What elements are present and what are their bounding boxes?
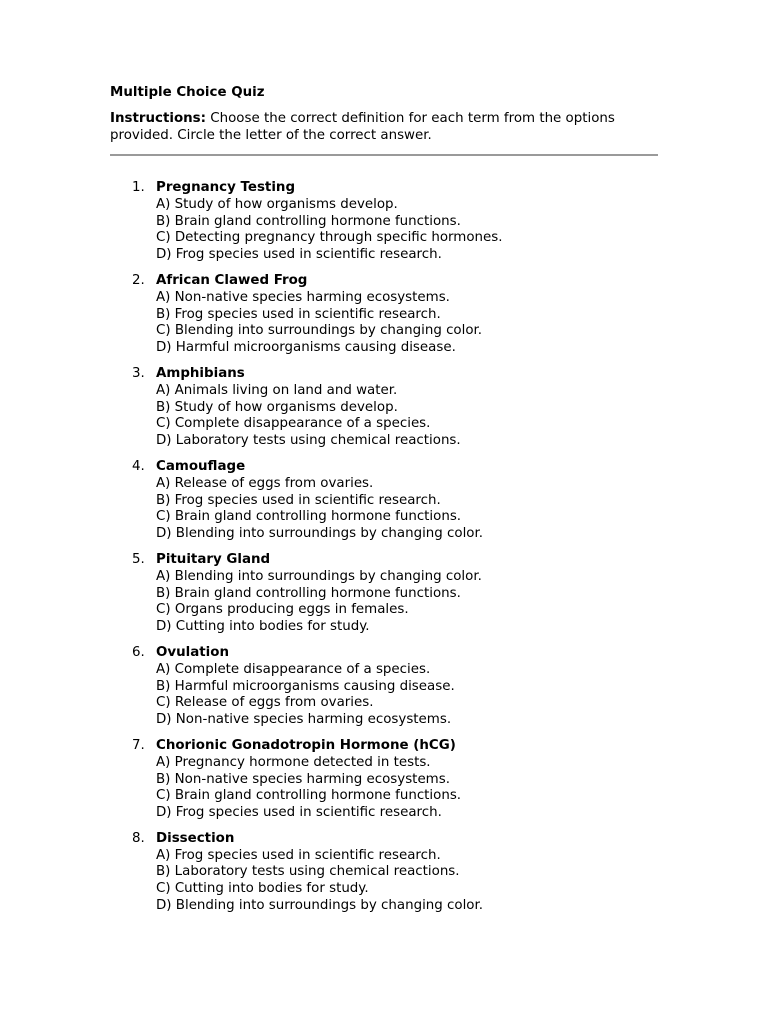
question-item xyxy=(110,459,658,543)
question-term: Pregnancy Testing xyxy=(156,180,296,195)
question-number: 8. xyxy=(132,830,145,846)
question-term: Amphibians xyxy=(156,365,245,381)
answer-option[interactable]: D) Non-native species harming ecosystems. xyxy=(156,712,452,728)
answer-option[interactable]: B) Non-native species harming ecosystems. xyxy=(156,771,450,787)
answer-option[interactable]: A) Study of how organisms develop. xyxy=(156,196,398,212)
answer-option[interactable]: B) Brain gland controlling hormone functions. xyxy=(156,213,461,229)
answer-option[interactable]: D) Blending into surroundings by changing color. xyxy=(156,898,484,914)
answer-option[interactable]: B) Study of how organisms develop. xyxy=(156,399,398,415)
question-number: 5. xyxy=(132,551,145,567)
question-item xyxy=(110,738,658,822)
answer-option[interactable]: D) Blending into surroundings by changing color. xyxy=(156,526,484,542)
question-list xyxy=(110,180,658,915)
question-term: Ovulation xyxy=(156,644,229,660)
answer-option[interactable]: C) Complete disappearance of a species. xyxy=(156,416,431,432)
question-term: Pituitary Gland xyxy=(156,551,271,567)
question-number: 4. xyxy=(132,458,145,474)
answer-option[interactable]: B) Laboratory tests using chemical reactions. xyxy=(156,864,460,880)
instructions-text: Choose the correct definition for each term from the options provided. Circle the letter of the correct answer. xyxy=(110,111,615,143)
answer-option[interactable]: D) Laboratory tests using chemical reactions. xyxy=(156,433,461,449)
answer-option[interactable]: B) Frog species used in scientific research. xyxy=(156,306,441,322)
answer-option[interactable]: C) Organs producing eggs in females. xyxy=(156,602,409,618)
answer-option[interactable]: C) Brain gland controlling hormone functions. xyxy=(156,788,462,804)
instructions-label: Instructions: xyxy=(110,111,207,126)
answer-option[interactable]: B) Harmful microorganisms causing disease. xyxy=(156,678,455,694)
question-item xyxy=(110,831,658,915)
answer-option[interactable]: D) Frog species used in scientific research. xyxy=(156,805,442,821)
page-title: Multiple Choice Quiz xyxy=(110,85,265,100)
question-number: 2. xyxy=(132,272,145,288)
question-number: 3. xyxy=(132,365,145,381)
answer-option[interactable]: C) Blending into surroundings by changing color. xyxy=(156,323,483,339)
answer-option[interactable]: A) Complete disappearance of a species. xyxy=(156,661,431,677)
question-term: Camouflage xyxy=(156,458,246,474)
answer-option[interactable]: C) Cutting into bodies for study. xyxy=(156,881,369,897)
question-item xyxy=(110,645,658,729)
answer-option[interactable]: C) Brain gland controlling hormone functions. xyxy=(156,509,462,525)
question-number: 7. xyxy=(132,737,145,753)
answer-option[interactable]: A) Release of eggs from ovaries. xyxy=(156,475,374,491)
question-term: Chorionic Gonadotropin Hormone (hCG) xyxy=(156,737,456,753)
instructions xyxy=(110,110,658,144)
answer-option[interactable]: D) Harmful microorganisms causing disease. xyxy=(156,340,456,356)
answer-option[interactable]: A) Non-native species harming ecosystems. xyxy=(156,289,450,305)
quiz-document xyxy=(110,84,658,924)
answer-option[interactable]: A) Blending into surroundings by changing color. xyxy=(156,568,482,584)
question-number: 1. xyxy=(132,180,145,195)
question-term: African Clawed Frog xyxy=(156,272,308,288)
question-item xyxy=(110,180,658,264)
answer-option[interactable]: D) Cutting into bodies for study. xyxy=(156,619,370,635)
answer-option[interactable]: D) Frog species used in scientific research. xyxy=(156,247,442,263)
question-term: Dissection xyxy=(156,830,235,846)
question-item xyxy=(110,366,658,450)
answer-option[interactable]: A) Pregnancy hormone detected in tests. xyxy=(156,754,431,770)
answer-option[interactable]: A) Frog species used in scientific research. xyxy=(156,847,441,863)
answer-option[interactable]: C) Release of eggs from ovaries. xyxy=(156,695,374,711)
answer-option[interactable]: B) Brain gland controlling hormone functions. xyxy=(156,585,461,601)
answer-option[interactable]: C) Detecting pregnancy through specific hormones. xyxy=(156,230,503,246)
question-number: 6. xyxy=(132,644,145,660)
answer-option[interactable]: A) Animals living on land and water. xyxy=(156,382,398,398)
answer-option[interactable]: B) Frog species used in scientific research. xyxy=(156,492,441,508)
question-item xyxy=(110,552,658,636)
question-item xyxy=(110,273,658,357)
divider xyxy=(110,154,658,156)
